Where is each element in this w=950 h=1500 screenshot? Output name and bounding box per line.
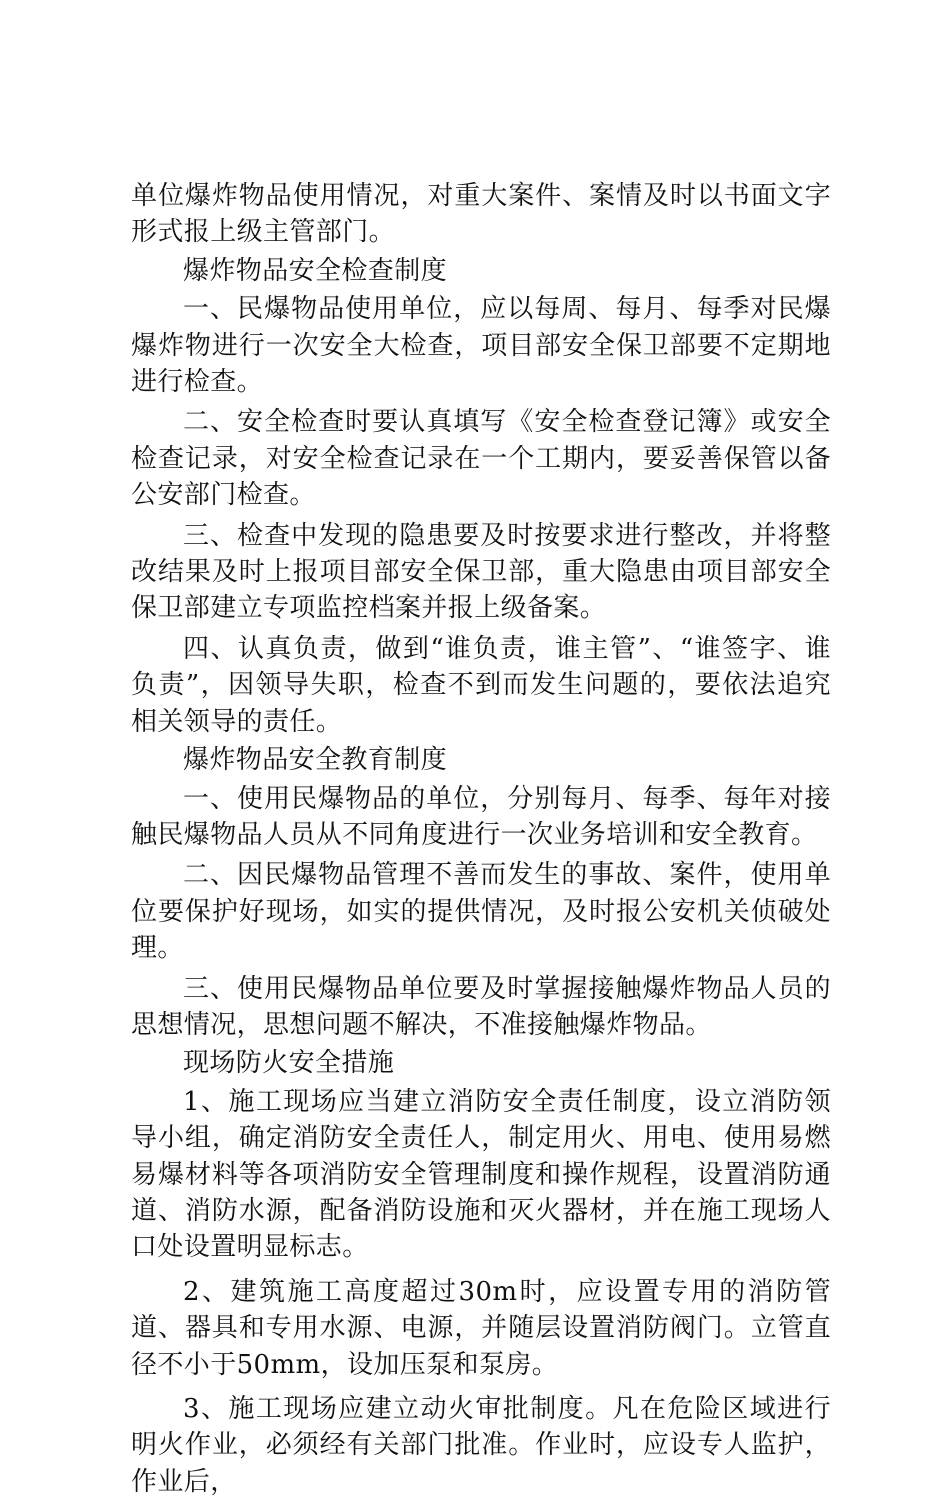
paragraph-fire-3: 3、施工现场应建立动火审批制度。凡在危险区域进行明火作业，必须经有关部门批准。作业时，应设专人监护，作业后， [131,1394,831,1497]
section-heading-fire-safety: 现场防火安全措施 [183,1048,395,1079]
paragraph-education-3: 三、使用民爆物品单位要及时掌握接触爆炸物品人员的思想情况，思想问题不解决，不准接触爆炸物品。 [131,973,831,1040]
paragraph-inspection-2: 二、安全检查时要认真填写《安全检查登记簿》或安全检查记录，对安全检查记录在一个工期内，要妥善保管以备公安部门检查。 [131,407,831,511]
section-heading-safety-inspection: 爆炸物品安全检查制度 [183,255,448,286]
paragraph-inspection-4: 四、认真负责，做到“谁负责，谁主管”、“谁签字、谁负责”，因领导失职，检查不到而发生问题的，要依法追究相关领导的责任。 [131,633,831,737]
paragraph-education-2: 二、因民爆物品管理不善而发生的事故、案件，使用单位要保护好现场，如实的提供情况，及时报公安机关侦破处理。 [131,860,831,964]
section-heading-safety-education: 爆炸物品安全教育制度 [183,745,448,776]
paragraph-continuation: 单位爆炸物品使用情况，对重大案件、案情及时以书面文字形式报上级主管部门。 [131,181,831,248]
paragraph-fire-2: 2、建筑施工高度超过30m时，应设置专用的消防管道、器具和专用水源、电源，并随层设置消防阀门。立管直径不小于50mm，设加压泵和泵房。 [131,1276,831,1380]
paragraph-inspection-1: 一、民爆物品使用单位，应以每周、每月、每季对民爆爆炸物进行一次安全大检查，项目部安全保卫部要不定期地进行检查。 [131,294,831,398]
paragraph-fire-1: 1、施工现场应当建立消防安全责任制度，设立消防领导小组，确定消防安全责任人，制定用火、用电、使用易燃易爆材料等各项消防安全管理制度和操作规程，设置消防通道、消防水源，配备消防设施和灭火器材，并在施工现场人口处设置明显标志。 [131,1086,831,1263]
document-page [131,178,831,1500]
paragraph-education-1: 一、使用民爆物品的单位，分别每月、每季、每年对接触民爆物品人员从不同角度进行一次业务培训和安全教育。 [131,783,831,850]
paragraph-inspection-3: 三、检查中发现的隐患要及时按要求进行整改，并将整改结果及时上报项目部安全保卫部，重大隐患由项目部安全保卫部建立专项监控档案并报上级备案。 [131,520,831,624]
